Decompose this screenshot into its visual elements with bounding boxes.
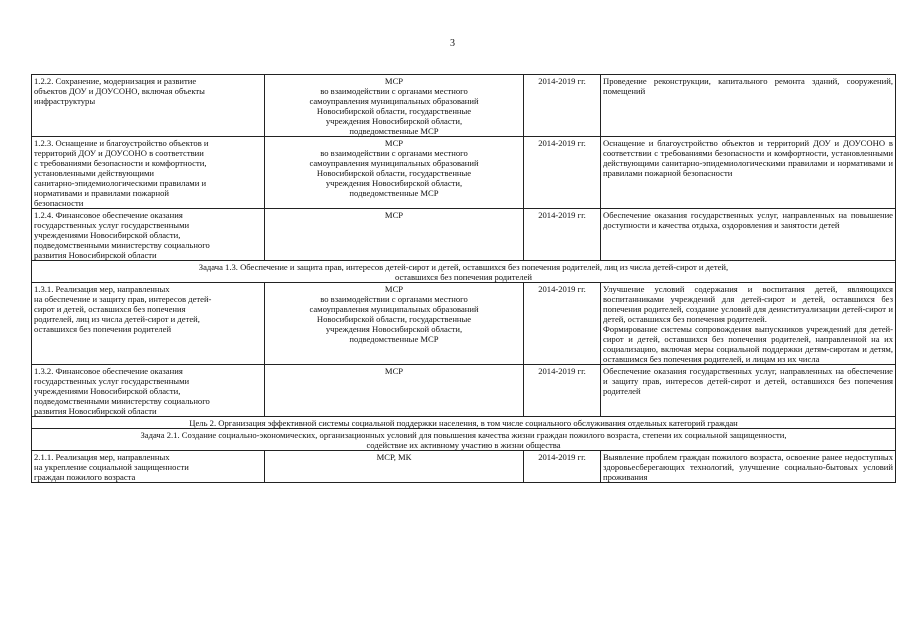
program-activities-table (31, 74, 896, 483)
activity-line: 1.3.2. Финансовое обеспечение оказания (34, 366, 183, 376)
period-cell (524, 137, 601, 209)
result-cell (601, 137, 896, 209)
responsible-line: самоуправления муниципальных образований (309, 96, 479, 106)
activity-line: подведомственными министерству социального (34, 240, 210, 250)
responsible-line: Новосибирской области, государственные (316, 168, 472, 178)
activity-cell (32, 137, 265, 209)
activity-cell (32, 283, 265, 365)
activity-cell (32, 75, 265, 137)
period-cell (524, 75, 601, 137)
activity-line: 1.2.3. Оснащение и благоустройство объектов и (34, 138, 209, 148)
result-line: Формирование системы сопровождения выпускников учреждений для детей-сирот и детей, оставшихся без попечения родителей, направленной на их социализацию, включая меры социальной поддержки детям-сиротам и детям, оставшимся без попечения родителей, и лицам из их числа (603, 324, 893, 364)
section-heading-cell (32, 429, 896, 451)
activity-cell (32, 209, 265, 261)
responsible-line: во взаимодействии с органами местного (320, 148, 468, 158)
heading-line: Задача 1.3. Обеспечение и защита прав, интересов детей-сирот и детей, оставшихся без попечения родителей, лиц из числа детей-сирот и детей, (198, 262, 729, 272)
period-line: 2014-2019 гг. (538, 76, 586, 86)
responsible-cell (265, 137, 524, 209)
activity-line: с требованиями безопасности и комфортности, (34, 158, 207, 168)
responsible-line: во взаимодействии с органами местного (320, 86, 468, 96)
responsible-cell (265, 209, 524, 261)
activity-line: учреждениями Новосибирской области, (34, 386, 181, 396)
responsible-line: учреждения Новосибирской области, (325, 324, 463, 334)
heading-line: оставшихся без попечения родителей (394, 272, 533, 282)
activity-line: 1.2.2. Сохранение, модернизация и развитие (34, 76, 197, 86)
section-heading-cell (32, 261, 896, 283)
activity-line: 1.2.4. Финансовое обеспечение оказания (34, 210, 183, 220)
period-line: 2014-2019 гг. (538, 138, 586, 148)
activity-line: на обеспечение и защиту прав, интересов детей- (34, 294, 212, 304)
activity-line: сирот и детей, оставшихся без попечения (34, 304, 186, 314)
period-cell (524, 209, 601, 261)
responsible-line: МСР (384, 210, 404, 220)
activity-cell (32, 365, 265, 417)
activity-line: государственных услуг государственными (34, 376, 190, 386)
activity-line: объектов ДОУ и ДОУСОНО, включая объекты (34, 86, 205, 96)
responsible-line: подведомственные МСР (349, 334, 439, 344)
section-heading-cell (32, 417, 896, 429)
activity-line: безопасности (34, 198, 84, 208)
responsible-line: МСР (384, 284, 404, 294)
responsible-line: подведомственные МСР (349, 126, 439, 136)
responsible-line: учреждения Новосибирской области, (325, 116, 463, 126)
responsible-line: Новосибирской области, государственные (316, 106, 472, 116)
responsible-line: во взаимодействии с органами местного (320, 294, 468, 304)
activity-line: санитарно-эпидемиологическими правилами и (34, 178, 207, 188)
activity-line: государственных услуг государственными (34, 220, 190, 230)
activity-cell (32, 451, 265, 483)
responsible-cell (265, 451, 524, 483)
responsible-cell (265, 75, 524, 137)
result-cell (601, 209, 896, 261)
responsible-cell (265, 283, 524, 365)
section-heading-row (32, 429, 896, 451)
period-line: 2014-2019 гг. (538, 284, 586, 294)
responsible-line: самоуправления муниципальных образований (309, 158, 479, 168)
result-cell (601, 365, 896, 417)
heading-line: Цель 2. Организация эффективной системы социальной поддержки населения, в том числе социального обслуживания отдельных категорий граждан (189, 418, 738, 428)
activity-line: территорий ДОУ и ДОУСОНО в соответствии (34, 148, 204, 158)
result-cell (601, 283, 896, 365)
section-heading-row (32, 261, 896, 283)
responsible-line: МСР (384, 76, 404, 86)
period-line: 2014-2019 гг. (538, 366, 586, 376)
period-cell (524, 451, 601, 483)
activity-line: оставшихся без попечения родителей (34, 324, 172, 334)
responsible-line: подведомственные МСР (349, 188, 439, 198)
activity-line: развития Новосибирской области (34, 406, 157, 416)
activity-line: 2.1.1. Реализация мер, направленных (34, 452, 170, 462)
activity-line: подведомственными министерству социального (34, 396, 210, 406)
period-line: 2014-2019 гг. (538, 452, 586, 462)
table-row (32, 75, 896, 137)
table-row (32, 209, 896, 261)
responsible-line: МСР (384, 138, 404, 148)
period-cell (524, 283, 601, 365)
activity-line: граждан пожилого возраста (34, 472, 136, 482)
activity-line: нормативами и правилами пожарной (34, 188, 169, 198)
table-row (32, 365, 896, 417)
heading-line: содействие их активному участию в жизни общества (366, 440, 561, 450)
result-line: Улучшение условий содержания и воспитания детей, являющихся воспитанниками учреждений для детей-сирот и детей, оставшихся без попечения родителей, создание условий для деинституализации детей-сирот и детей, оставшихся без попечения родителей. (603, 284, 893, 324)
table-row (32, 137, 896, 209)
activity-line: развития Новосибирской области (34, 250, 157, 260)
result-line: Проведение реконструкции, капитального ремонта зданий, сооружений, помещений (603, 76, 893, 96)
section-heading-row (32, 417, 896, 429)
table-row (32, 283, 896, 365)
page-number: 3 (450, 38, 455, 49)
responsible-line: МСР (384, 366, 404, 376)
result-cell (601, 451, 896, 483)
activity-line: учреждениями Новосибирской области, (34, 230, 181, 240)
responsible-line: учреждения Новосибирской области, (325, 178, 463, 188)
result-cell (601, 75, 896, 137)
responsible-line: самоуправления муниципальных образований (309, 304, 479, 314)
result-line: Обеспечение оказания государственных услуг, направленных на обеспечение и защиту прав, интересов детей-сирот и детей, оставшихся без попечения родителей (603, 366, 893, 396)
result-line: Выявление проблем граждан пожилого возраста, освоение ранее недоступных здоровьесберегающих технологий, улучшение социально-бытовых условий проживания (603, 452, 893, 482)
activity-line: родителей, лиц из числа детей-сирот и детей, (34, 314, 200, 324)
table-row (32, 451, 896, 483)
responsible-cell (265, 365, 524, 417)
heading-line: Задача 2.1. Создание социально-экономических, организационных условий для повышения качества жизни граждан пожилого возраста, степени их социальной защищенности, (140, 430, 787, 440)
activity-line: инфраструктуры (34, 96, 96, 106)
period-line: 2014-2019 гг. (538, 210, 586, 220)
responsible-line: Новосибирской области, государственные (316, 314, 472, 324)
activity-line: установленными действующими (34, 168, 154, 178)
result-line: Обеспечение оказания государственных услуг, направленных на повышение доступности и качества отдыха, оздоровления и занятости детей (603, 210, 893, 230)
activity-line: на укрепление социальной защищенности (34, 462, 189, 472)
activity-line: 1.3.1. Реализация мер, направленных (34, 284, 170, 294)
result-line: Оснащение и благоустройство объектов и территорий ДОУ и ДОУСОНО в соответствии с требованиями безопасности и комфортности, установленными действующими санитарно-эпидемиологическими правилами и нормативами и правилами пожарной безопасности (603, 138, 893, 178)
period-cell (524, 365, 601, 417)
responsible-line: МСР, МК (376, 452, 412, 462)
table-body (32, 75, 896, 483)
